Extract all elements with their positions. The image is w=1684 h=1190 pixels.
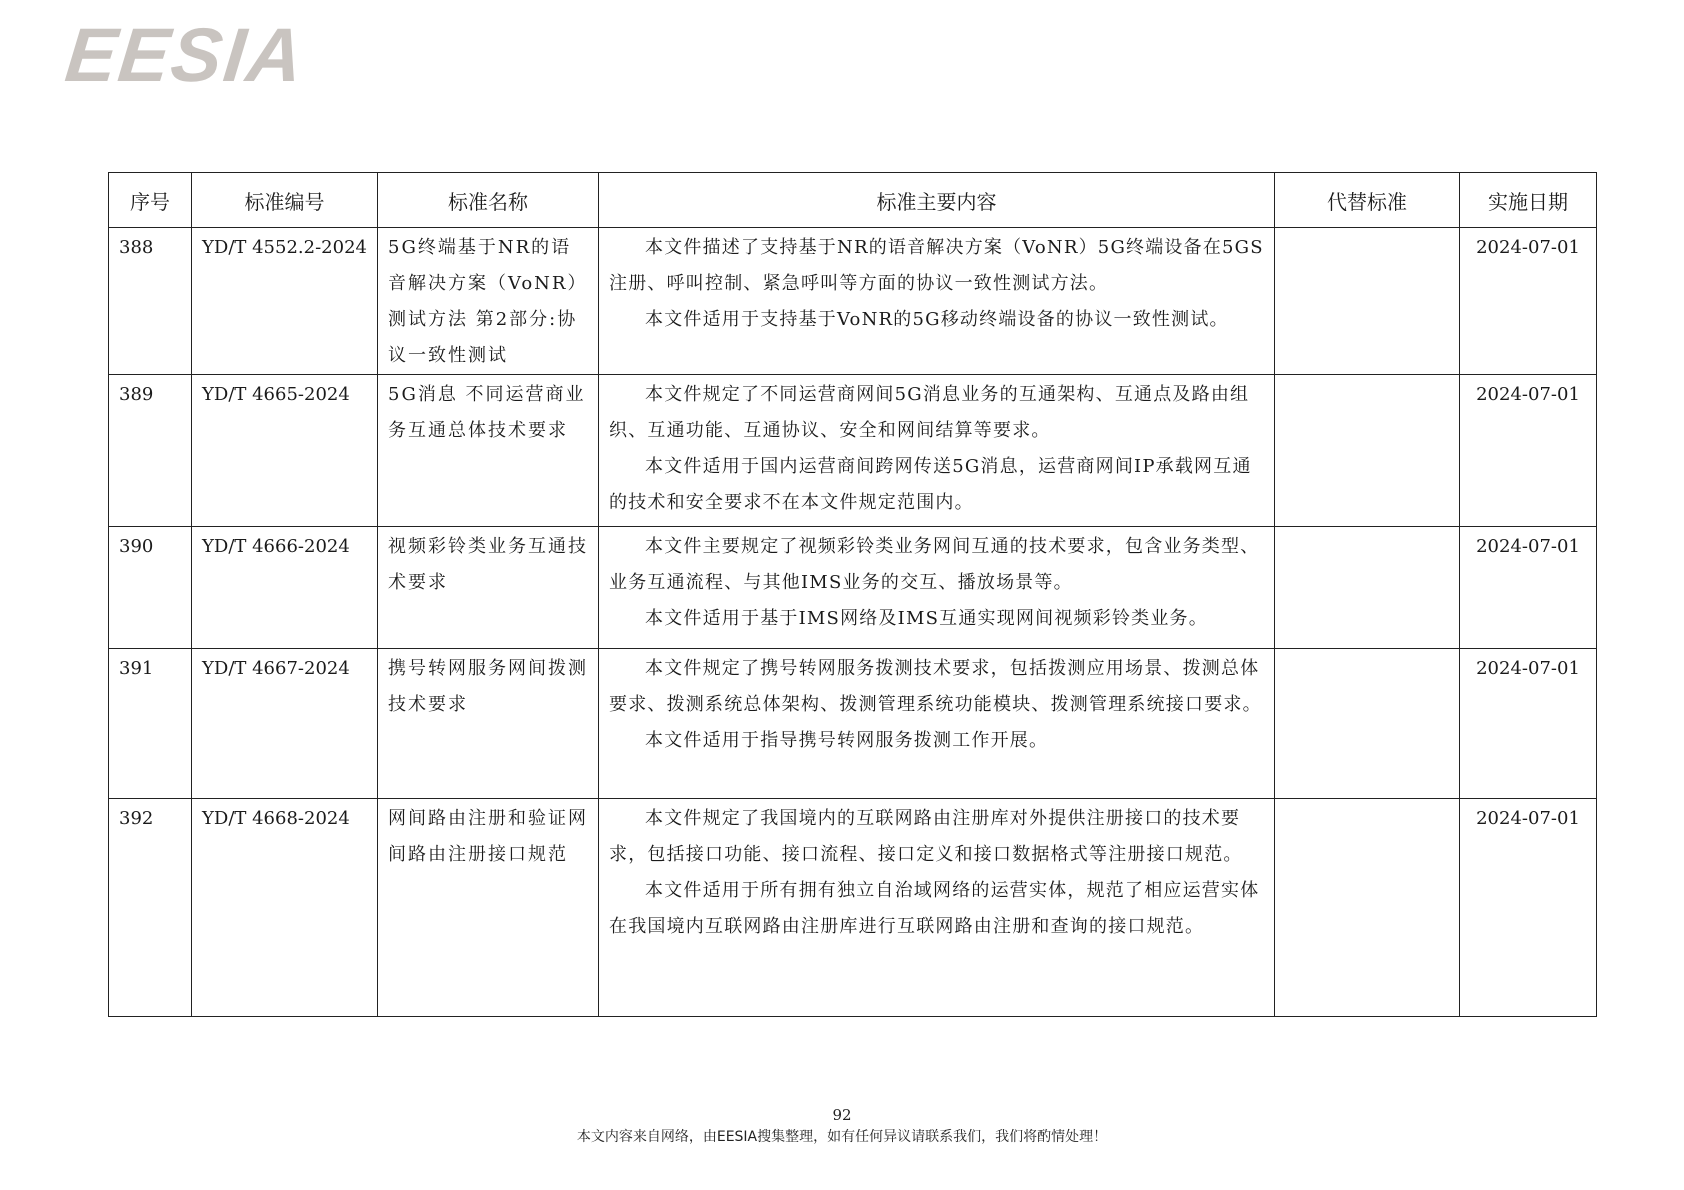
effective-date: 2024-07-01	[1460, 375, 1597, 527]
standard-name: 网间路由注册和验证网间路由注册接口规范	[378, 799, 599, 1017]
standard-code: YD/T 4668-2024	[192, 799, 378, 1017]
header-content: 标准主要内容	[599, 173, 1275, 228]
table-row	[109, 228, 1597, 375]
content-paragraph: 本文件适用于支持基于VoNR的5G移动终端设备的协议一致性测试。	[645, 309, 1229, 330]
effective-date: 2024-07-01	[1460, 228, 1597, 375]
replaced-standard	[1275, 799, 1460, 1017]
effective-date: 2024-07-01	[1460, 527, 1597, 649]
standard-name: 携号转网服务网间拨测技术要求	[378, 649, 599, 799]
content-paragraph: 本文件适用于所有拥有独立自治域网络的运营实体，规范了相应运营实体在我国境内互联网路由注册库进行互联网路由注册和查询的接口规范。	[609, 880, 1260, 937]
table-row	[109, 375, 1597, 527]
standard-name: 视频彩铃类业务互通技术要求	[378, 527, 599, 649]
standard-content	[599, 527, 1275, 649]
replaced-standard	[1275, 228, 1460, 375]
content-paragraph: 本文件描述了支持基于NR的语音解决方案（VoNR）5G终端设备在5GS注册、呼叫控制、紧急呼叫等方面的协议一致性测试方法。	[609, 237, 1264, 294]
table-header-row	[109, 173, 1597, 228]
header-replaces: 代替标准	[1275, 173, 1460, 228]
content-paragraph: 本文件适用于国内运营商间跨网传送5G消息，运营商网间IP承载网互通的技术和安全要求不在本文件规定范围内。	[609, 456, 1252, 513]
effective-date: 2024-07-01	[1460, 799, 1597, 1017]
content-paragraph: 本文件规定了我国境内的互联网路由注册库对外提供注册接口的技术要求，包括接口功能、接口流程、接口定义和接口数据格式等注册接口规范。	[609, 808, 1243, 865]
effective-date: 2024-07-01	[1460, 649, 1597, 799]
eesia-logo: EESIA	[61, 13, 309, 98]
replaced-standard	[1275, 375, 1460, 527]
content-paragraph: 本文件适用于基于IMS网络及IMS互通实现网间视频彩铃类业务。	[645, 608, 1208, 629]
header-date: 实施日期	[1460, 173, 1597, 228]
row-number: 391	[109, 649, 192, 799]
page-number: 92	[832, 1106, 852, 1124]
header-no: 序号	[109, 173, 192, 228]
header-code: 标准编号	[192, 173, 378, 228]
row-number: 390	[109, 527, 192, 649]
standard-content	[599, 375, 1275, 527]
row-number: 392	[109, 799, 192, 1017]
standard-name: 5G终端基于NR的语音解决方案（VoNR）测试方法 第2部分:协议一致性测试	[378, 228, 599, 375]
content-paragraph: 本文件规定了不同运营商网间5G消息业务的互通架构、互通点及路由组织、互通功能、互通协议、安全和网间结算等要求。	[609, 384, 1250, 441]
standard-content	[599, 799, 1275, 1017]
table-row	[109, 527, 1597, 649]
table-row	[109, 649, 1597, 799]
standard-code: YD/T 4665-2024	[192, 375, 378, 527]
standards-table	[108, 172, 1597, 1017]
header-name: 标准名称	[378, 173, 599, 228]
row-number: 389	[109, 375, 192, 527]
footer-disclaimer: 本文内容来自网络，由EESIA搜集整理，如有任何异议请联系我们，我们将酌情处理！	[576, 1129, 1108, 1145]
standard-name: 5G消息 不同运营商业务互通总体技术要求	[378, 375, 599, 527]
standard-content	[599, 649, 1275, 799]
content-paragraph: 本文件规定了携号转网服务拨测技术要求，包括拨测应用场景、拨测总体要求、拨测系统总体架构、拨测管理系统功能模块、拨测管理系统接口要求。	[609, 658, 1262, 715]
row-number: 388	[109, 228, 192, 375]
replaced-standard	[1275, 527, 1460, 649]
standard-code: YD/T 4552.2-2024	[192, 228, 378, 375]
table-row	[109, 799, 1597, 1017]
standard-code: YD/T 4666-2024	[192, 527, 378, 649]
content-paragraph: 本文件适用于指导携号转网服务拨测工作开展。	[645, 730, 1049, 751]
standard-code: YD/T 4667-2024	[192, 649, 378, 799]
replaced-standard	[1275, 649, 1460, 799]
standard-content	[599, 228, 1275, 375]
content-paragraph: 本文件主要规定了视频彩铃类业务网间互通的技术要求，包含业务类型、业务互通流程、与其他IMS业务的交互、播放场景等。	[609, 536, 1260, 593]
